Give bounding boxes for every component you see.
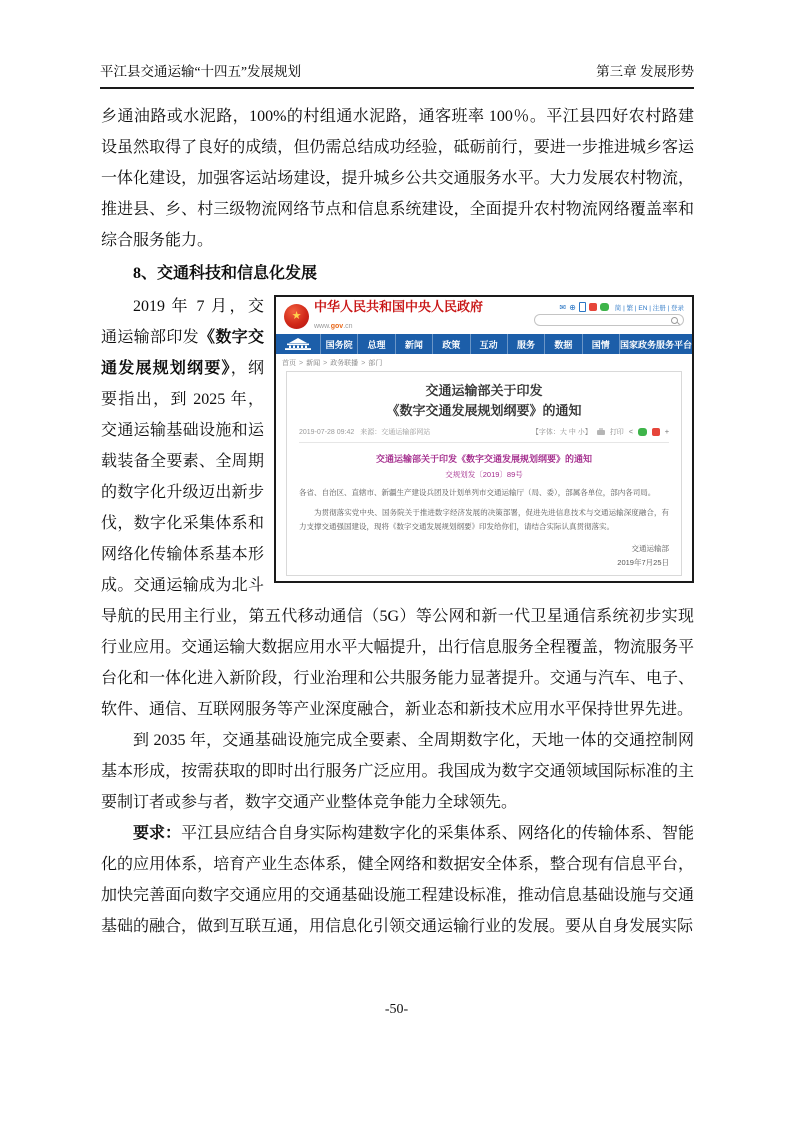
paragraph-2035-goals: 到 2035 年，交通基础设施完成全要素、全周期数字化，天地一体的交通控制网基本形成，按需获取的即时出行服务广泛应用。我国成为数字交通领域国际标准的主要制订者或参与者，数字交通产业整体竞争能力全球领先。 — [101, 732, 694, 811]
article-source: 来源：交通运输部网站 — [360, 429, 431, 436]
nav-item-zhengce[interactable]: 政策 — [432, 334, 469, 354]
home-hall-icon[interactable] — [276, 334, 320, 354]
search-icon[interactable] — [671, 317, 678, 324]
header-left-title: 平江县交通运输“十四五”发展规划 — [100, 64, 301, 79]
font-size-controls[interactable]: 【字体：大 中 小】 — [531, 429, 592, 436]
document-body — [101, 101, 694, 942]
national-emblem-icon: ★ — [284, 304, 309, 329]
paragraph-rural-roads: 乡通油路或水泥路，100%的村组通水泥路，通客班率 100％。平江县四好农村路建设虽然取得了良好的成绩，但仍需总结成功经验，砥砺前行，要进一步推进城乡客运一体化建设，加强客运站场建设，提升城乡公共交通服务水平。大力发展农村物流，推进县、乡、村三级物流网络节点和信息系统建设，全面提升农村物流网络覆盖率和综合服务能力。 — [101, 108, 694, 249]
print-icon[interactable] — [597, 430, 605, 435]
para2-book-title: 《数字交通发展规划纲要》 — [101, 329, 264, 377]
article-meta-row — [299, 427, 669, 443]
globe-icon[interactable]: ⊕ — [569, 302, 576, 312]
notice-addressees: 各省、自治区、直辖市、新疆生产建设兵团及计划单列市交通运输厅（局、委），部属各单位，部内各司局。 — [299, 488, 656, 497]
govcn-navbar — [276, 334, 692, 354]
notice-body: 为贯彻落实党中央、国务院关于推进数字经济发展的决策部署，促进先进信息技术与交通运输深度融合，有力支撑交通强国建设，现将《数字交通发展规划纲要》印发给你们，请结合实际认真贯彻落实。 — [299, 507, 669, 531]
site-name: 中华人民共和国中央人民政府 — [314, 299, 484, 315]
breadcrumb-news[interactable]: 新闻 — [306, 360, 321, 367]
breadcrumb-zhengwu[interactable]: 政务联播 — [330, 360, 359, 367]
weibo-share-icon[interactable] — [652, 428, 660, 436]
search-input[interactable] — [534, 314, 684, 326]
breadcrumb-separator: > — [323, 359, 328, 367]
paragraph-digital-transport — [101, 291, 694, 725]
breadcrumb-bumen[interactable]: 部门 — [368, 360, 383, 367]
share-icon[interactable]: < — [628, 428, 633, 436]
nav-item-shuju[interactable]: 数据 — [544, 334, 581, 354]
govcn-logo[interactable] — [284, 299, 484, 331]
wechat-icon[interactable] — [600, 303, 609, 311]
govcn-webpage-screenshot — [274, 295, 694, 583]
para2-intro: 2019 年 7 月，交通运输部印发 — [101, 298, 264, 346]
page-header — [100, 60, 694, 89]
breadcrumb-home[interactable]: 首页 — [282, 360, 296, 367]
wechat-share-icon[interactable] — [638, 428, 647, 436]
print-label[interactable]: 打印 — [609, 429, 624, 436]
section-heading-8: 8、交通科技和信息化发展 — [133, 265, 318, 282]
nav-item-hudong[interactable]: 互动 — [470, 334, 507, 354]
breadcrumb-separator: > — [361, 359, 366, 367]
article-panel — [286, 371, 682, 576]
breadcrumb — [276, 354, 692, 371]
article-title: 交通运输部关于印发 《数字交通发展规划纲要》的通知 — [386, 383, 582, 418]
para2-rest: ，纲要指出，到 2025 年，交通运输基础设施和运载装备全要素、全周期的数字化升级迈出新步伐，数字化采集体系和网络化传输体系基本形成。交通运输成为北斗导航的民用主行业，第五代移动通信（5G）等公网和新一代卫星通信系统初步实现行业应用。交通运输大数据应用水平大幅提升，出行信息服务全程覆盖，物流服务平台化和一体化进入新阶段，行业治理和公共服务能力显著提升。交通与汽车、电子、软件、通信、互联网服务等产业深度融合，新业态和新技术应用水平保持世界先进。 — [101, 360, 694, 718]
header-utility-icons — [559, 302, 684, 312]
notice-number: 交规划发〔2019〕89号 — [445, 470, 523, 479]
header-right-chapter: 第三章 发展形势 — [596, 64, 694, 79]
govcn-header — [276, 297, 692, 334]
nav-item-zongli[interactable]: 总理 — [357, 334, 394, 354]
weibo-icon[interactable] — [589, 303, 597, 311]
requirements-label: 要求： — [133, 825, 182, 842]
mail-icon[interactable]: ✉ — [559, 302, 567, 312]
article-date: 2019-07-28 09:42 — [299, 428, 355, 436]
notice-signature — [299, 542, 669, 571]
nav-item-zhengwu-platform[interactable]: 国家政务服务平台 — [619, 334, 692, 354]
sign-date: 2019年7月25日 — [617, 557, 669, 567]
breadcrumb-separator: > — [299, 359, 304, 367]
nav-item-fuwu[interactable]: 服务 — [507, 334, 544, 354]
signer: 交通运输部 — [631, 543, 669, 553]
notice-title: 交通运输部关于印发《数字交通发展规划纲要》的通知 — [375, 454, 592, 464]
mobile-icon[interactable] — [579, 302, 586, 312]
nav-item-guoqing[interactable]: 国情 — [582, 334, 619, 354]
nav-item-guowuyuan[interactable]: 国务院 — [320, 334, 357, 354]
site-url: www.gov.cn — [314, 322, 353, 330]
paragraph-requirements — [101, 818, 694, 942]
language-login-links[interactable]: 简 | 繁 | EN | 注册 | 登录 — [614, 304, 684, 312]
nav-item-xinwen[interactable]: 新闻 — [395, 334, 432, 354]
page-number: -50- — [384, 1002, 409, 1017]
more-share-icon[interactable]: + — [664, 428, 669, 436]
requirements-text: 平江县应结合自身实际构建数字化的采集体系、网络化的传输体系、智能化的应用体系，培育产业生态体系，健全网络和数据安全体系，整合现有信息平台，加快完善面向数字交通应用的交通基础设施工程建设标准，推动信息基础设施与交通基础的融合，做到互联互通，用信息化引领交通运输行业的发展。要从自身发展实际 — [101, 825, 694, 935]
